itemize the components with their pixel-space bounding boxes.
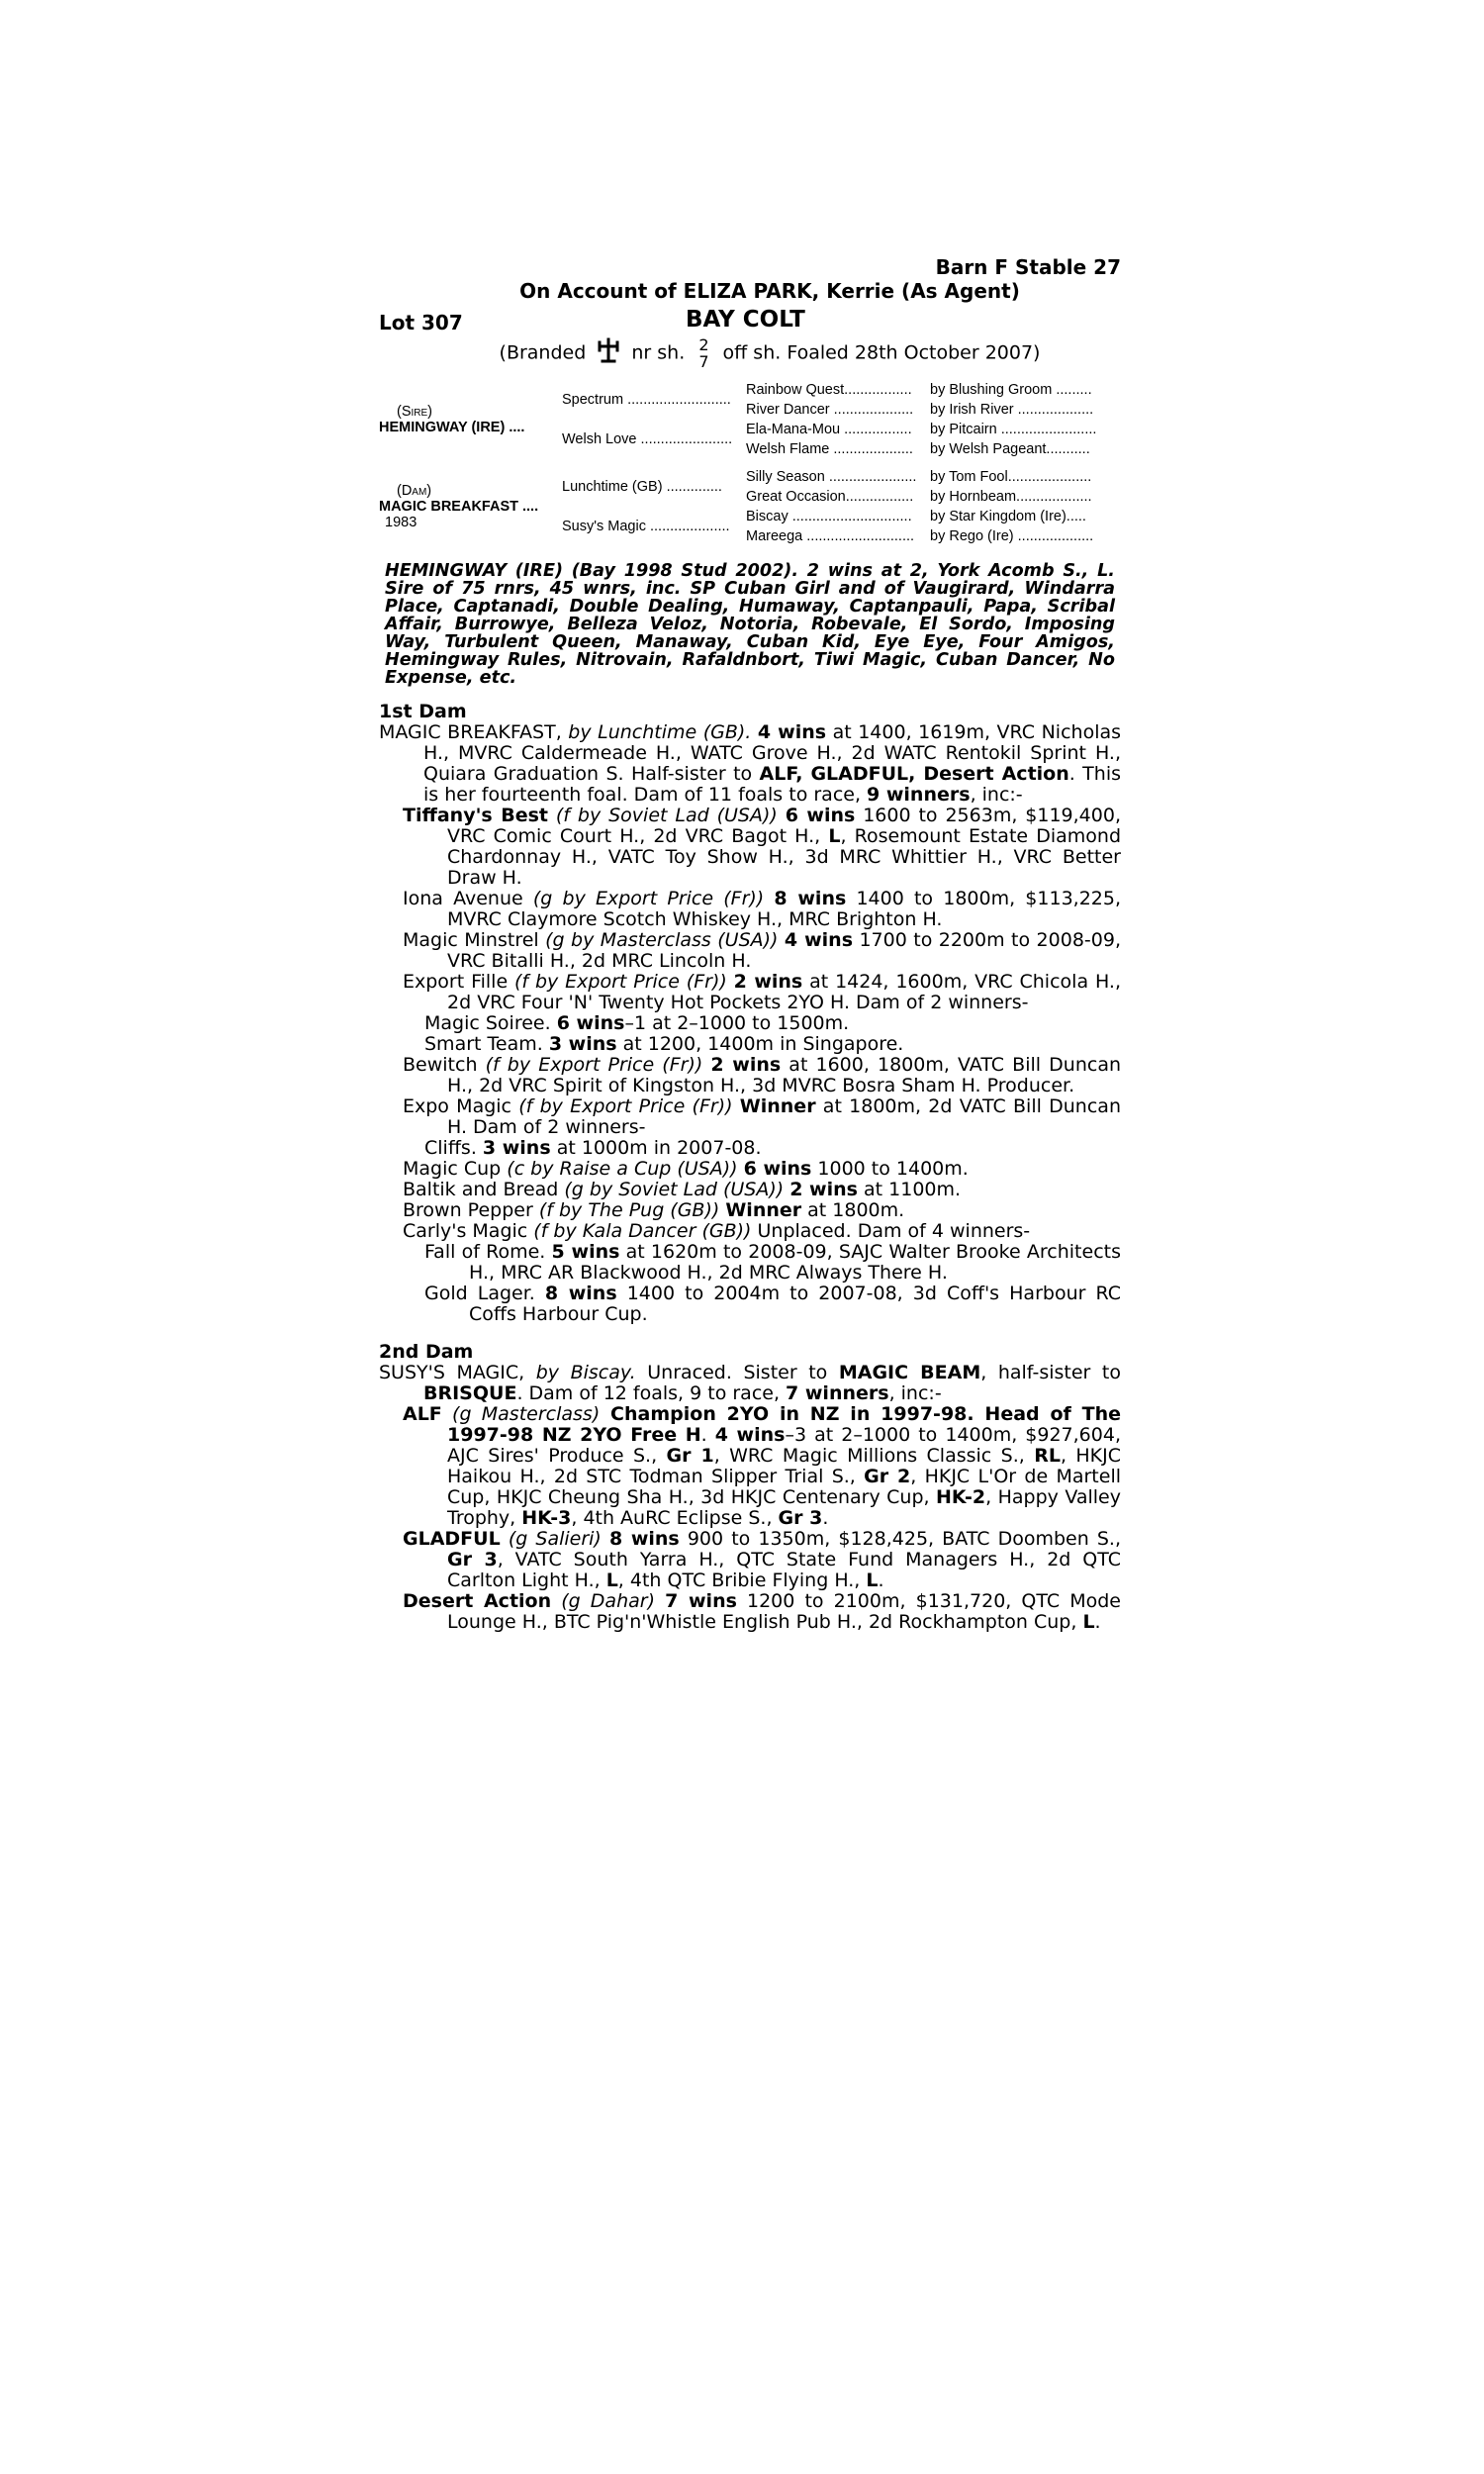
- progeny-entry: [379, 1013, 1121, 1034]
- wins: 4 wins: [784, 929, 854, 951]
- details: at 1620m to 2008-09, SAJC Walter Brooke Architects H., MRC AR Blackwood H., 2d MRC Always There H.: [469, 1241, 1121, 1284]
- horse-name: Iona Avenue: [403, 888, 523, 909]
- second-dam-intro: [379, 1363, 1121, 1404]
- progeny-entry: [379, 1138, 1121, 1159]
- details: 1000 to 1400m.: [811, 1158, 969, 1180]
- horse-name: Magic Minstrel: [403, 929, 539, 951]
- progeny-entry: [379, 1159, 1121, 1180]
- pedigree-col4-0: by Blushing Groom .........: [930, 382, 1092, 398]
- wins: Winner: [739, 1095, 816, 1117]
- grade: L: [1082, 1611, 1095, 1633]
- pedigree-col3-3: Welsh Flame ....................: [746, 441, 913, 457]
- horse-name: Magic Cup: [403, 1158, 502, 1180]
- dam-label: (Dam): [397, 483, 432, 499]
- pedigree-col4-6: by Star Kingdom (Ire).....: [930, 509, 1086, 524]
- details: .: [1094, 1611, 1101, 1633]
- wins: 6 wins: [743, 1158, 812, 1180]
- first-dam-intro: [379, 722, 1121, 806]
- details: at 1600, 1800m, VATC Bill Duncan H., 2d VRC Spirit of Kingston H., 3d MVRC Bosra Sham H. Producer.: [447, 1054, 1121, 1096]
- dam-sire: by Biscay.: [535, 1362, 636, 1383]
- horse-name: Smart Team.: [424, 1033, 543, 1055]
- grade: Gr 3: [778, 1507, 823, 1529]
- details: 1700 to 2200m to 2008-09, VRC Bitalli H., 2d MRC Lincoln H.: [447, 929, 1121, 972]
- wins: 3 wins: [482, 1137, 551, 1159]
- details: , 4th AuRC Eclipse S.,: [571, 1507, 779, 1529]
- details: .: [700, 1424, 715, 1446]
- horse-name: Brown Pepper: [403, 1199, 533, 1221]
- details: 1600 to 2563m, $119,400, VRC Comic Court H., 2d VRC Bagot H.,: [447, 805, 1121, 847]
- horse-sire: (g Masterclass): [452, 1403, 601, 1425]
- pedigree-col4-4: by Tom Fool.....................: [930, 469, 1092, 485]
- pedigree-col3-1: River Dancer ....................: [746, 402, 914, 418]
- horse-name: Magic Soiree.: [424, 1012, 551, 1034]
- progeny-entry: [379, 1284, 1121, 1325]
- horse-name: Expo Magic: [403, 1095, 512, 1117]
- details: 1400 to 1800m, $113,225, MVRC Claymore Scotch Whiskey H., MRC Brighton H.: [447, 888, 1122, 930]
- progeny-entry: [379, 1034, 1121, 1055]
- pedigree-col4-3: by Welsh Pageant...........: [930, 441, 1090, 457]
- horse-name: ALF: [403, 1403, 442, 1425]
- grade: Gr 1: [666, 1445, 714, 1467]
- wins: 2 wins: [789, 1179, 858, 1200]
- horse-name: Tiffany's Best: [403, 805, 548, 826]
- wins: 8 wins: [774, 888, 847, 909]
- pedigree-col3-0: Rainbow Quest.................: [746, 382, 912, 398]
- details: Unraced. Sister to: [635, 1362, 839, 1383]
- dam-cell: [379, 467, 562, 546]
- dam-name: SUSY'S MAGIC,: [379, 1362, 525, 1383]
- wins: 5 wins: [551, 1241, 620, 1263]
- vendor-account: On Account of ELIZA PARK, Kerrie (As Agent): [519, 279, 1020, 303]
- horse-name: Cliffs.: [424, 1137, 477, 1159]
- pedigree-table: [379, 380, 1121, 546]
- pedigree-col2-0: Spectrum ..........................: [562, 392, 731, 408]
- progeny-entry: [379, 1055, 1121, 1096]
- brand-line: [418, 336, 1121, 370]
- progeny-entry: [379, 972, 1121, 1013]
- horse-sire: (f by Export Price (Fr)): [485, 1054, 703, 1076]
- barn-stable: Barn F Stable 27: [935, 255, 1121, 279]
- progeny-entry: [379, 1180, 1121, 1200]
- grade: L: [866, 1570, 879, 1591]
- grade: L: [605, 1570, 618, 1591]
- progeny-entry: [379, 1200, 1121, 1221]
- grade: Gr 3: [447, 1549, 498, 1570]
- second-dam-heading: 2nd Dam: [379, 1341, 474, 1363]
- sire-label: (Sire): [397, 404, 432, 420]
- dam-name: MAGIC BREAKFAST,: [379, 721, 562, 743]
- grade: HK-3: [521, 1507, 572, 1529]
- pedigree-col3-7: Mareega ...........................: [746, 528, 915, 544]
- grade: RL: [1034, 1445, 1061, 1467]
- horse-sire: (g by Masterclass (USA)): [545, 929, 779, 951]
- horse-sire: (f by The Pug (GB)): [538, 1199, 720, 1221]
- brand-open-text: (Branded: [499, 341, 587, 364]
- dam-year: 1983: [385, 515, 417, 530]
- horse-sire: (g by Export Price (Fr)): [532, 888, 765, 909]
- brand-fraction: [698, 336, 708, 370]
- details: . This is her fourteenth foal. Dam of 11 foals to race,: [423, 763, 1122, 806]
- horse-name: Bewitch: [403, 1054, 478, 1076]
- pedigree-col4-7: by Rego (Ire) ...................: [930, 528, 1094, 544]
- brand-denominator: 7: [698, 352, 709, 371]
- sire-cell: [379, 380, 562, 459]
- sibling: MAGIC BEAM: [838, 1362, 981, 1383]
- progeny-entry: [379, 1529, 1121, 1591]
- details: , inc:-: [888, 1382, 942, 1404]
- details: , half-sister to: [980, 1362, 1121, 1383]
- progeny-entry: [379, 1221, 1121, 1242]
- honour: Champion 2YO in NZ in 1997-98. Head of The 1997-98 NZ 2YO Free H: [447, 1403, 1121, 1446]
- wins: 6 wins: [556, 1012, 625, 1034]
- details: at 1000m in 2007-08.: [550, 1137, 762, 1159]
- brand-mid-text: nr sh.: [631, 341, 686, 364]
- wins: 7 wins: [665, 1590, 737, 1612]
- horse-name: Carly's Magic: [403, 1220, 528, 1242]
- details: , HKJC Haikou H., 2d STC Todman Slipper Trial S.,: [447, 1445, 1121, 1487]
- siblings: ALF, GLADFUL, Desert Action: [759, 763, 1069, 785]
- brand-close-text: off sh. Foaled 28th October 2007): [722, 341, 1041, 364]
- details: .: [878, 1570, 884, 1591]
- wins: 8 wins: [608, 1528, 680, 1550]
- horse-sire: (g Salieri): [508, 1528, 602, 1550]
- lot-number: Lot 307: [379, 311, 463, 334]
- pedigree-col3-4: Silly Season ......................: [746, 469, 917, 485]
- details: at 1800m, 2d VATC Bill Duncan H. Dam of 2 winners-: [447, 1095, 1121, 1138]
- horse-sire: (g Dahar): [561, 1590, 655, 1612]
- winners: 9 winners: [867, 784, 971, 806]
- progeny-entry: [379, 1404, 1121, 1529]
- details: –1 at 2–1000 to 1500m.: [624, 1012, 850, 1034]
- sibling: BRISQUE: [423, 1382, 517, 1404]
- catalogue-page: [379, 255, 1121, 1633]
- progeny-entry: [379, 806, 1121, 889]
- winners: 7 winners: [786, 1382, 889, 1404]
- details: , HKJC L'Or de Martell Cup, HKJC Cheung Sha H., 3d HKJC Centenary Cup,: [447, 1466, 1122, 1508]
- details: , Happy Valley Trophy,: [447, 1486, 1121, 1529]
- wins: 2 wins: [710, 1054, 782, 1076]
- horse-sire: (g by Soviet Lad (USA)): [564, 1179, 785, 1200]
- pedigree-col3-5: Great Occasion.................: [746, 489, 914, 505]
- horse-name: Export Fille: [403, 971, 509, 993]
- details: , VATC South Yarra H., QTC State Fund Managers H., 2d QTC Carlton Light H.,: [447, 1549, 1121, 1591]
- details: , inc:-: [970, 784, 1023, 806]
- pedigree-col4-1: by Irish River ...................: [930, 402, 1094, 418]
- details: . Dam of 12 foals, 9 to race,: [516, 1382, 787, 1404]
- horse-name: GLADFUL: [403, 1528, 501, 1550]
- details: at 1800m.: [801, 1199, 905, 1221]
- pedigree-col2-3: Susy's Magic ....................: [562, 519, 730, 534]
- pedigree-col4-5: by Hornbeam...................: [930, 489, 1092, 505]
- wins: 2 wins: [733, 971, 803, 993]
- details: 900 to 1350m, $128,425, BATC Doomben S.,: [679, 1528, 1121, 1550]
- wins: 6 wins: [785, 805, 856, 826]
- first-dam-heading: 1st Dam: [379, 701, 467, 722]
- horse-name: Fall of Rome.: [424, 1241, 546, 1263]
- details: 1200 to 2100m, $131,720, QTC Mode Lounge H., BTC Pig'n'Whistle English Pub H., 2d Rockhampton Cup,: [447, 1590, 1122, 1633]
- dam-name: MAGIC BREAKFAST ....: [379, 499, 539, 515]
- sire-name: HEMINGWAY (IRE) ....: [379, 420, 525, 435]
- pedigree-col2-2: Lunchtime (GB) ..............: [562, 479, 722, 495]
- pedigree-col3-6: Biscay ..............................: [746, 509, 912, 524]
- details: , WRC Magic Millions Classic S.,: [713, 1445, 1035, 1467]
- pedigree-col2-1: Welsh Love .......................: [562, 431, 733, 447]
- horse-sire: (f by Kala Dancer (GB)): [533, 1220, 752, 1242]
- details: Unplaced. Dam of 4 winners-: [751, 1220, 1031, 1242]
- horse-sire: (f by Soviet Lad (USA)): [555, 805, 778, 826]
- details: at 1200, 1400m in Singapore.: [616, 1033, 904, 1055]
- brand-numerator: 2: [698, 335, 709, 354]
- progeny-entry: [379, 889, 1121, 930]
- grade: Gr 2: [864, 1466, 911, 1487]
- lot-line: [379, 307, 1121, 336]
- details: 1400 to 2004m to 2007-08, 3d Coff's Harbour RC Coffs Harbour Cup.: [469, 1283, 1121, 1325]
- progeny-entry: [379, 1242, 1121, 1284]
- progeny-entry: [379, 1591, 1121, 1633]
- dam-sire: by Lunchtime (GB).: [568, 721, 752, 743]
- wins: 4 wins: [757, 721, 827, 743]
- details: .: [822, 1507, 829, 1529]
- pedigree-col3-2: Ela-Mana-Mou .................: [746, 422, 912, 437]
- details: , 4th QTC Bribie Flying H.,: [617, 1570, 867, 1591]
- wins: 3 wins: [548, 1033, 617, 1055]
- progeny-entry: [379, 930, 1121, 972]
- grade: L: [828, 825, 841, 847]
- details: , Rosemount Estate Diamond Chardonnay H., VATC Toy Show H., 3d MRC Whittier H., VRC Better Draw H.: [447, 825, 1122, 889]
- wins: 8 wins: [544, 1283, 617, 1304]
- details: at 1424, 1600m, VRC Chicola H., 2d VRC Four 'N' Twenty Hot Pockets 2YO H. Dam of 2 winners-: [447, 971, 1121, 1013]
- details: at 1100m.: [857, 1179, 962, 1200]
- wins: 4 wins: [714, 1424, 786, 1446]
- details: –3 at 2–1000 to 1400m, $927,604, AJC Sires' Produce S.,: [447, 1424, 1121, 1467]
- grade: HK-2: [936, 1486, 986, 1508]
- horse-name: Gold Lager.: [424, 1283, 535, 1304]
- wins: Winner: [725, 1199, 802, 1221]
- horse-sire: (f by Export Price (Fr)): [518, 1095, 733, 1117]
- brand-mark-icon: [596, 337, 621, 369]
- horse-sire: (f by Export Price (Fr)): [514, 971, 727, 993]
- horse-name: Baltik and Bread: [403, 1179, 559, 1200]
- details: at 1400, 1619m, VRC Nicholas H., MVRC Caldermeade H., WATC Grove H., 2d WATC Rentokil Sprint H., Quiara Graduation S. Half-sister to: [423, 721, 1122, 785]
- horse-title: BAY COLT: [686, 307, 805, 333]
- horse-name: Desert Action: [403, 1590, 552, 1612]
- progeny-entry: [379, 1096, 1121, 1138]
- horse-sire: (c by Raise a Cup (USA)): [507, 1158, 738, 1180]
- pedigree-col4-2: by Pitcairn ........................: [930, 422, 1097, 437]
- sire-summary: HEMINGWAY (IRE) (Bay 1998 Stud 2002). 2 wins at 2, York Acomb S., L. Sire of 75 rnrs, 45 wnrs, inc. SP Cuban Girl and of Vaugirard, Windarra Place, Captanadi, Double Dealing, Humaway, Captanpauli, Papa, Scribal Affair, Burrowye, Belleza Veloz, Notoria, Robevale, El Sordo, Imposing Way, Turbulent Queen, Manaway, Cuban Kid, Eye Eye, Four Amigos, Hemingway Rules, Nitrovain, Rafaldnbort, Tiwi Magic, Cuban Dancer, No Expense, etc.: [385, 561, 1115, 688]
